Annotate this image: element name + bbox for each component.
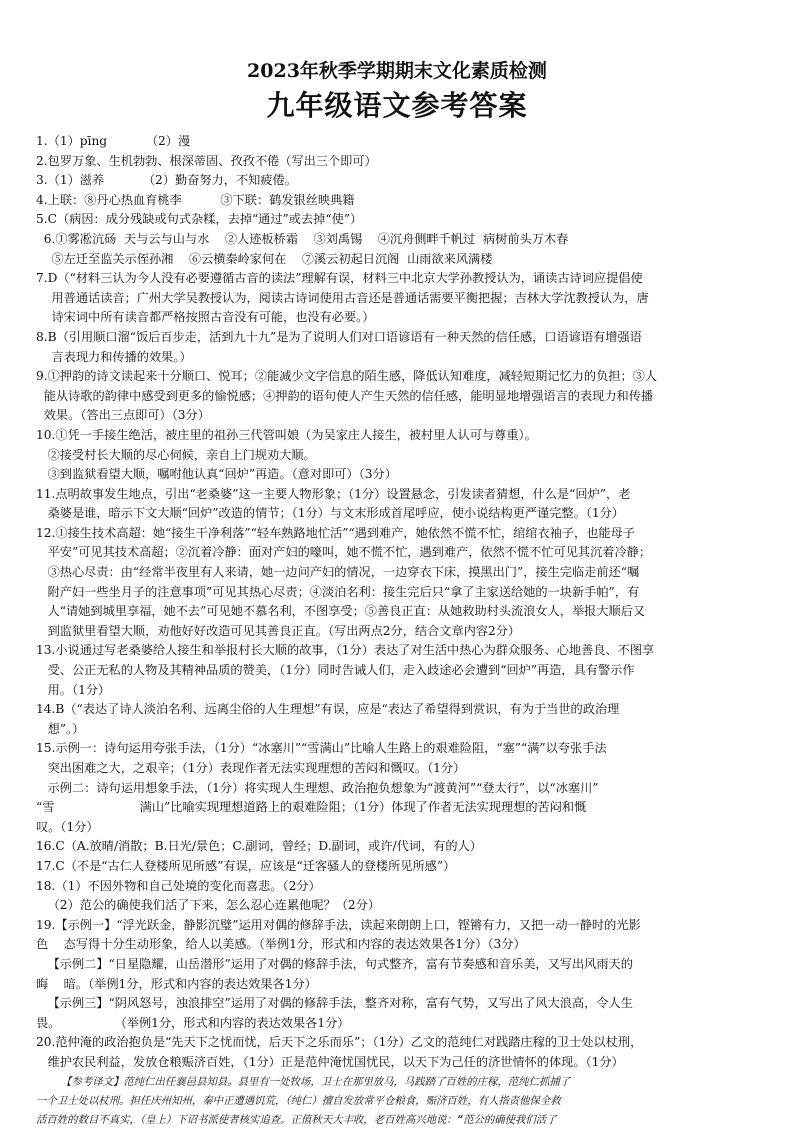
answer-line: 言表现力和传播的效果。） xyxy=(36,349,192,364)
answer-line: 12.①接生技术高超：她“接生干净利落”“轻车熟路地忙活”“遇到难产，她依然不慌不忙，绾绾衣袖子，也能母子 xyxy=(36,525,635,540)
answer-line: 11.点明故事发生地点，引出“老桑婆”这一主要人物形象；（1分）设置悬念，引发读者猜想，什么是“回炉”，老 xyxy=(36,486,631,501)
answer-line: 诗宋词中所有读音都严格按照古音没有可能，也没有必要。） xyxy=(36,310,375,325)
answer-line: 平安”可见其技术高超；②沉着冷静：面对产妇的嚎叫，她不慌不忙，遇到难产，依然不慌不忙可见其沉着冷静； xyxy=(36,545,652,560)
answer-line: 色 态写得十分生动形象，给人以美感。（举例1分，形式和内容的表达效果各1分）（3分） xyxy=(36,937,526,952)
exam-title: 2023年秋季学期期末文化素质检测 xyxy=(247,60,547,82)
answer-line: 【示例二】“日星隐耀，山岳潜形”运用了对偶的修辞手法，句式整齐，富有节奏感和音乐美，又写出风雨天的 xyxy=(36,956,633,971)
answer-line: ②接受村长大顺的尽心伺候，亲自上门规劝大顺。 xyxy=(36,447,316,462)
answer-line: 13.小说通过写老桑婆给人接生和举报村长大顺的故事，（1分）表达了对生活中热心为群众服务、心地善良、不图享 xyxy=(36,643,655,658)
answer-line: 4.上联：⑧丹心热血育桃李 ③下联：鹤发银丝映典籍 xyxy=(36,192,355,207)
answer-line: 想”。） xyxy=(36,721,85,736)
answer-line: 18.（1）不因外物和自己处境的变化而喜悲。（2分） xyxy=(36,878,321,893)
answer-line: 8.B（引用顺口溜“饭后百步走，活到九十九”是为了说明人们对口语谚语有一种天然的信任感，口语谚语有增强语 xyxy=(36,329,642,344)
answer-line: 维护农民利益，发放仓粮赈济百姓，（1分）正是范仲淹忧国忧民，以天下为己任的济世情怀的体现。（1分） xyxy=(36,1054,624,1069)
answer-line: 20.范仲淹的政治抱负是“先天下之忧而忧，后天下之乐而乐”；（1分）乙文的范纯仁对践踏庄稼的卫士处以杖刑， xyxy=(36,1035,643,1050)
answer-line: 突出困难之大，之艰辛；（1分）表现作者无法实现理想的苦闷和慨叹。（1分） xyxy=(36,761,466,775)
answer-line: 能从诗歌的韵律中感受到更多的愉悦感；④押韵的语句使人产生天然的信任感，能明显地增强语言的表现力和传播 xyxy=(36,388,654,403)
translation-line: 活百姓的数目不真实，（皇上）下诏书派使者核实追查。正值秋天大丰收，老百姓高兴地说：“范公的确使我们活了 xyxy=(36,1113,557,1126)
answer-line: 10.①凭一手接生绝活，被庄里的祖孙三代管叫娘（为吴家庄人接生，被村里人认可与尊重）。 xyxy=(36,427,537,442)
answer-line: 人“请她到城里享福，她不去”可见她不慕名利，不图享受；⑤善良正直：从她救助村头流浪女人，举报大顺后又 xyxy=(36,604,646,619)
answer-line: ③热心尽责：由“经常半夜里有人来请，她一边问产妇的情况，一边穿衣下床，摸黑出门”，接生完临走前还“嘱 xyxy=(36,565,640,580)
answer-line: 6.①雾凇沆砀 天与云与山与水 ②人迹板桥霜 ③刘禹锡 ④沉舟侧畔千帆过 病树前头万木春 xyxy=(36,231,569,246)
answer-line: 3.（1）滋养 （2）勤奋努力，不知疲倦。 xyxy=(36,173,297,188)
answer-title: 九年级语文参考答案 xyxy=(266,89,528,122)
answer-line: 到监狱里看望大顺，劝他好好改造可见其善良正直。（写出两点2分，结合文章内容2分） xyxy=(36,623,521,638)
reference-translation xyxy=(36,1073,758,1130)
answer-line: 9.①押韵的诗文读起来十分顺口、悦耳；②能减少文字信息的陌生感，降低认知难度，减轻短期记忆力的负担；③人 xyxy=(36,369,658,384)
answer-line: 1.（1）pīng （2）漫 xyxy=(36,134,191,148)
answer-line: 14.B（“表达了诗人淡泊名利、远离尘俗的人生理想”有误，应是“表达了希望得到赏识，有为于当世的政治理 xyxy=(36,702,620,717)
answer-line: 叹。（1分） xyxy=(36,819,99,834)
answer-line: 效果。（答出三点即可）（3分） xyxy=(36,408,210,423)
answer-line: 7.D（“材料三认为今人没有必要遵循古音的读法”理解有误，材料三中北京大学孙教授认为，诵读古诗词应提倡使 xyxy=(36,271,643,286)
answer-line: ⑤左迁至监关示侄孙湘 ⑥云横秦岭家何在 ⑦溪云初起日沉阁 山雨欲来风满楼 xyxy=(36,251,493,266)
answer-line: 桑婆是谁，暗示下文大顺“回炉”改造的情节；（1分）与文末形成首尾呼应，使小说结构更严谨完整。（1分） xyxy=(36,506,625,521)
answer-line: 畏。 （举例1分，形式和内容的表达效果各1分） xyxy=(36,1015,350,1030)
answer-line: 5.C（病因：成分残缺或句式杂糅，去掉“通过”或去掉“使”） xyxy=(36,212,363,227)
answer-line: 2.包罗万象、生机勃勃、根深蒂固、孜孜不倦（写出三个即可） xyxy=(36,153,377,168)
answer-line: 17.C（不是“古仁人登楼所见所感”有误，应该是“迁客骚人的登楼所见所感”） xyxy=(36,858,456,873)
answer-line: 16.C（A.放晴/消散；B.日光/景色；C.副词，曾经；D.副词，或许/代词，有的人） xyxy=(36,839,482,854)
answer-line: 用。（1分） xyxy=(36,682,111,697)
answer-line: 示例二：诗句运用想象手法，（1分）将实现人生理想、政治抱负想象为“渡黄河”“登太行”，以“冰塞川” xyxy=(36,780,599,795)
answer-line: “雪 满山”比喻实现理想道路上的艰难险阻；（1分）体现了作者无法实现理想的苦闷和慨 xyxy=(36,800,587,815)
answer-line: 15.示例一：诗句运用夸张手法，（1分）“冰塞川”“雪满山”比喻人生路上的艰难险阻，“塞”“满”以夸张手法 xyxy=(36,741,607,756)
translation-line: 一个卫士处以杖刑。担任庆州知州，秦中正遭遇饥荒，（纯仁）擅自发放常平仓粮食，赈济百姓，有人指责他保全救 xyxy=(36,1094,561,1107)
translation-line: 【参考译文】范纯仁出任襄邑县知县。县里有一处牧场，卫士在那里放马，马践踏了百姓的庄稼，范纯仁抓捕了 xyxy=(36,1075,571,1088)
answer-line: 19.【示例一】“浮光跃金，静影沉璧”运用对偶的修辞手法，读起来朗朗上口，铿锵有力，又把一动一静时的光影 xyxy=(36,917,641,932)
answer-line: 晦 暗。（举例1分，形式和内容的表达效果各1分） xyxy=(36,976,317,991)
answer-line: ③到监狱看望大顺，嘱咐他认真“回炉”再造。（意对即可）（3分） xyxy=(36,467,397,482)
answer-line: 用普通话读音；广州大学吴教授认为，阅读古诗词使用古音还是普通话需要平衡把握；吉林大学沈教授认为，唐 xyxy=(36,290,649,305)
answer-line: 受、公正无私的人物及其精神品质的赞美，（1分）同时告诫人们，走入歧途必会遭到“回炉”再造，具有警示作 xyxy=(36,663,635,678)
answer-line: 【示例三】“阴风怒号，浊浪排空”运用了对偶的修辞手法，整齐对称，富有气势，又写出了风大浪高，令人生 xyxy=(36,996,633,1011)
answer-list xyxy=(36,132,758,1073)
answer-line: （2）范公的确使我们活了下来，怎么忍心连累他呢？（2分） xyxy=(36,898,381,913)
answer-line: 附产妇一些坐月子的注意事项”可见其热心尽责；④淡泊名利：接生完后只“拿了主家送给她的一块新手帕”，有 xyxy=(36,584,640,599)
